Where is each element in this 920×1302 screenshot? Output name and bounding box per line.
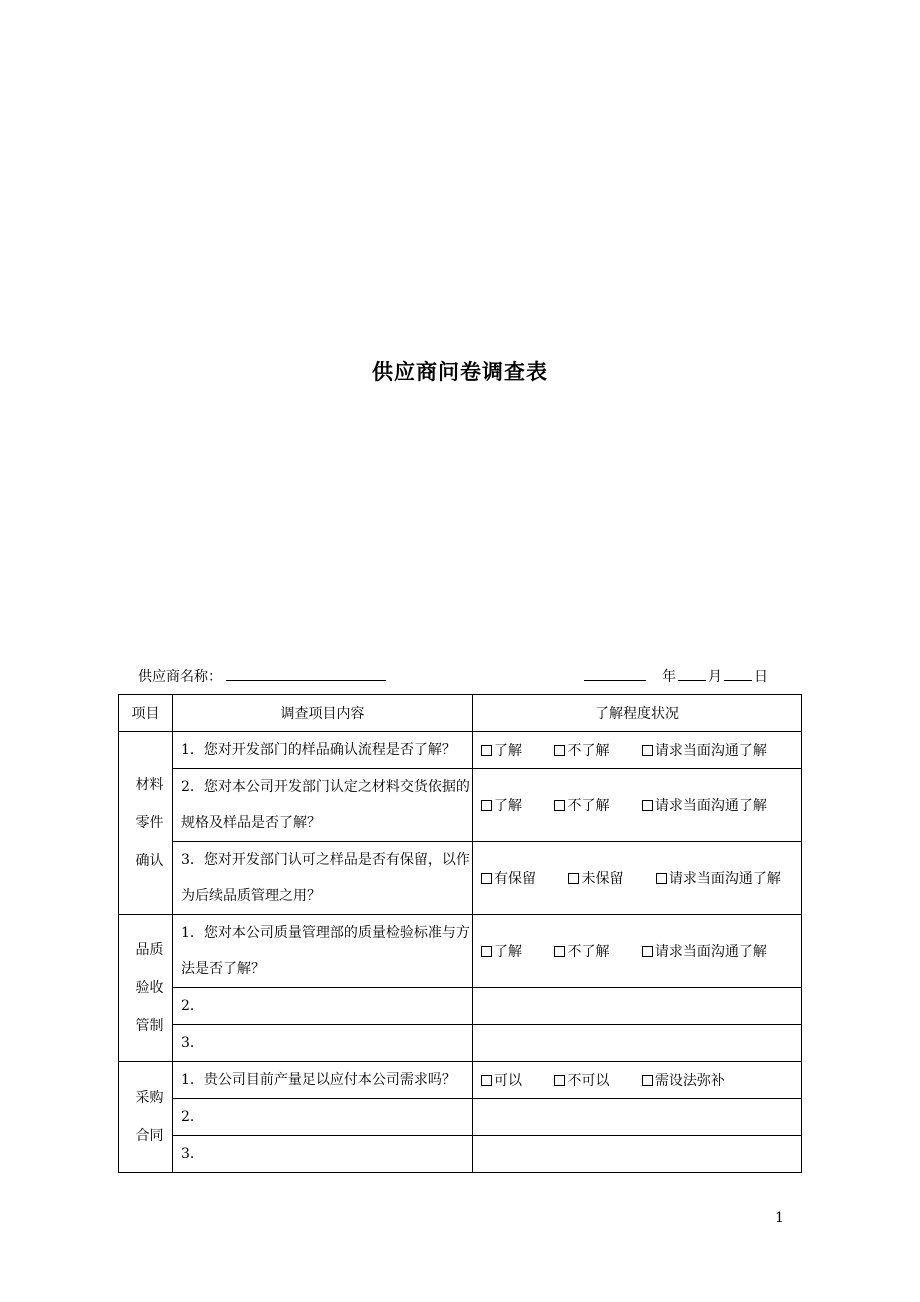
table-row <box>119 732 802 769</box>
category-line: 管制 <box>135 1018 164 1034</box>
table-row <box>119 769 802 842</box>
table-header-row <box>119 695 802 732</box>
year-blank[interactable] <box>584 666 646 681</box>
option-label: 请求当面沟通了解 <box>654 798 767 814</box>
category-line: 合同 <box>135 1128 164 1144</box>
option-label: 有保留 <box>494 871 536 887</box>
question-line: 3．您对开发部门认可之样品是否有保留，以作 <box>181 852 470 868</box>
option-label: 不了解 <box>567 944 610 960</box>
category-line: 验收 <box>135 980 164 996</box>
question-cell <box>173 915 473 988</box>
question-cell: 2． <box>173 1099 473 1136</box>
category-line: 零件 <box>135 815 164 831</box>
option-checkbox[interactable] <box>554 1070 609 1090</box>
checkbox-icon[interactable] <box>481 946 492 957</box>
option-label: 请求当面沟通了解 <box>654 944 767 960</box>
checkbox-icon[interactable] <box>481 745 492 756</box>
question-cell: 1．贵公司目前产量足以应付本公司需求吗？ <box>173 1062 473 1099</box>
category-line: 材料 <box>135 777 164 793</box>
question-line: 1．您对本公司质量管理部的质量检验标准与方 <box>181 925 470 941</box>
option-checkbox[interactable] <box>481 740 522 760</box>
option-label: 请求当面沟通了解 <box>668 871 781 887</box>
answer-cell-empty[interactable] <box>473 988 802 1025</box>
answer-cell-empty[interactable] <box>473 1099 802 1136</box>
checkbox-icon[interactable] <box>481 800 492 811</box>
option-label: 不了解 <box>567 743 610 759</box>
category-line: 确认 <box>135 853 164 869</box>
checkbox-icon[interactable] <box>642 800 653 811</box>
option-label: 了解 <box>494 798 522 814</box>
supplier-name-field <box>138 666 386 686</box>
option-label: 了解 <box>494 743 522 759</box>
survey-table <box>118 694 802 1173</box>
option-label: 不可以 <box>567 1073 610 1089</box>
checkbox-icon[interactable] <box>554 800 565 811</box>
date-field <box>584 666 768 686</box>
question-cell: 3． <box>173 1136 473 1173</box>
category-line: 采购 <box>135 1090 164 1106</box>
supplier-name-blank[interactable] <box>226 666 386 681</box>
day-blank[interactable] <box>724 666 752 681</box>
option-checkbox[interactable] <box>642 941 767 961</box>
month-blank[interactable] <box>678 666 706 681</box>
answer-cell <box>473 1062 802 1099</box>
checkbox-icon[interactable] <box>554 946 565 957</box>
question-cell: 2． <box>173 988 473 1025</box>
answer-cell-empty[interactable] <box>473 1136 802 1173</box>
table-row <box>119 1062 802 1099</box>
table-row <box>119 915 802 988</box>
option-checkbox[interactable] <box>481 941 522 961</box>
option-label: 需设法弥补 <box>654 1073 725 1089</box>
answer-cell-empty[interactable] <box>473 1025 802 1062</box>
category-material-confirm <box>119 732 173 915</box>
option-checkbox[interactable] <box>642 740 767 760</box>
column-header-content: 调查项目内容 <box>173 695 473 732</box>
table-row <box>119 988 802 1025</box>
question-line: 法是否了解？ <box>181 961 265 977</box>
option-label: 可以 <box>494 1073 522 1089</box>
checkbox-icon[interactable] <box>481 873 492 884</box>
option-checkbox[interactable] <box>554 740 609 760</box>
category-purchase-contract <box>119 1062 173 1173</box>
table-row <box>119 1025 802 1062</box>
checkbox-icon[interactable] <box>481 1075 492 1086</box>
option-checkbox[interactable] <box>481 868 536 888</box>
supplier-info-row <box>138 666 768 688</box>
answer-cell <box>473 732 802 769</box>
month-label: 月 <box>708 669 722 685</box>
option-label: 请求当面沟通了解 <box>654 743 767 759</box>
column-header-item: 项目 <box>119 695 173 732</box>
checkbox-icon[interactable] <box>554 1075 565 1086</box>
option-checkbox[interactable] <box>568 868 623 888</box>
option-checkbox[interactable] <box>481 1070 522 1090</box>
option-checkbox[interactable] <box>642 1070 725 1090</box>
question-cell: 1．您对开发部门的样品确认流程是否了解？ <box>173 732 473 769</box>
year-label: 年 <box>662 669 676 685</box>
question-line: 规格及样品是否了解？ <box>181 815 321 831</box>
page-number: 1 <box>775 1210 784 1226</box>
option-checkbox[interactable] <box>656 868 781 888</box>
question-line: 为后续品质管理之用？ <box>181 888 321 904</box>
question-line: 2．您对本公司开发部门认定之材料交货依据的 <box>181 779 470 795</box>
question-cell <box>173 842 473 915</box>
question-cell: 3． <box>173 1025 473 1062</box>
checkbox-icon[interactable] <box>656 873 667 884</box>
category-line: 品质 <box>135 942 164 958</box>
checkbox-icon[interactable] <box>642 1075 653 1086</box>
option-checkbox[interactable] <box>554 795 609 815</box>
option-label: 了解 <box>494 944 522 960</box>
day-label: 日 <box>754 669 768 685</box>
table-row <box>119 1099 802 1136</box>
checkbox-icon[interactable] <box>554 745 565 756</box>
option-label: 不了解 <box>567 798 610 814</box>
category-quality-control <box>119 915 173 1062</box>
option-checkbox[interactable] <box>642 795 767 815</box>
option-label: 未保留 <box>581 871 624 887</box>
question-cell <box>173 769 473 842</box>
option-checkbox[interactable] <box>554 941 609 961</box>
answer-cell <box>473 769 802 842</box>
answer-cell <box>473 915 802 988</box>
supplier-name-label: 供应商名称： <box>138 669 222 685</box>
checkbox-icon[interactable] <box>642 946 653 957</box>
checkbox-icon[interactable] <box>642 745 653 756</box>
option-checkbox[interactable] <box>481 795 522 815</box>
table-row <box>119 842 802 915</box>
answer-cell <box>473 842 802 915</box>
document-title: 供应商问卷调查表 <box>372 360 548 384</box>
column-header-status: 了解程度状况 <box>473 695 802 732</box>
table-row <box>119 1136 802 1173</box>
checkbox-icon[interactable] <box>568 873 579 884</box>
